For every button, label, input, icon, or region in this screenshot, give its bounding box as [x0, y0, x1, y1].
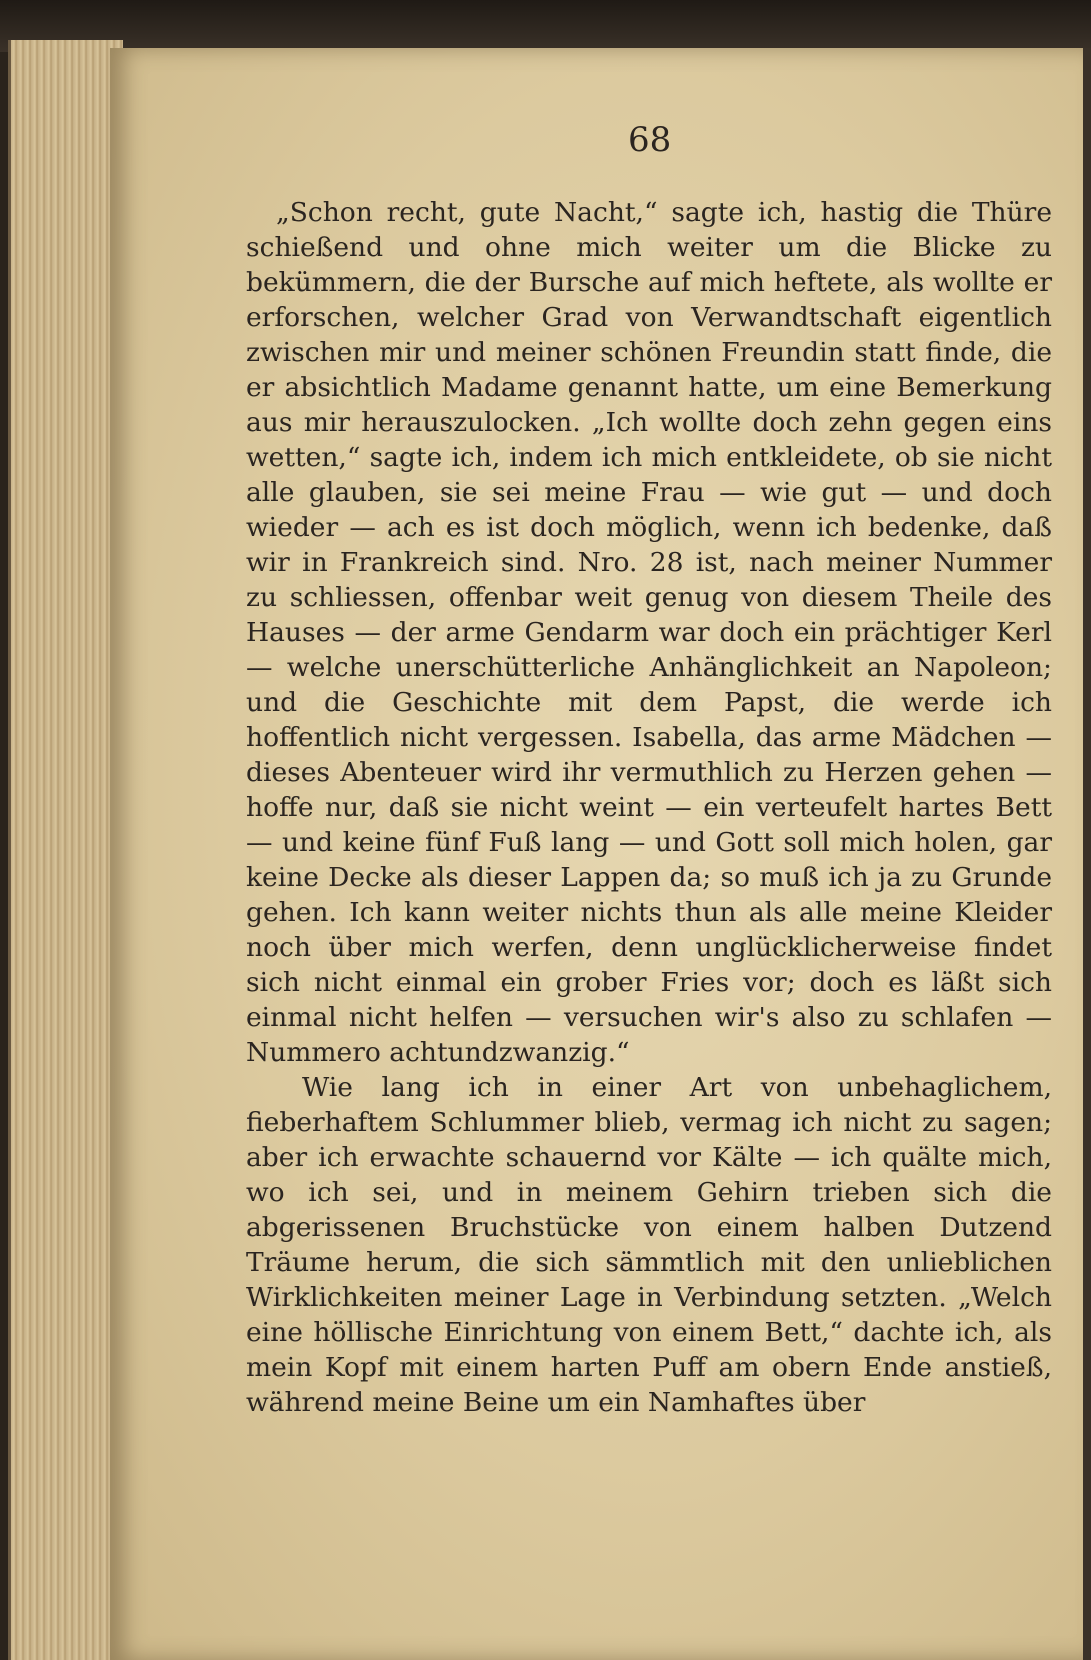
page-edges	[8, 40, 123, 1660]
page-text	[246, 195, 1052, 1420]
paragraph-2: Wie lang ich in einer Art von unbehaglichem, fieberhaftem Schlummer blieb, vermag ich nicht zu sagen; aber ich erwachte schauernd vor Kälte — ich quälte mich, wo ich sei, und in meinem Gehirn trieben sich die abgerissenen Bruchstücke von einem halben Dutzend Träume herum, die sich sämmtlich mit den unlieblichen Wirklichkeiten meiner Lage in Verbindung setzten. „Welch eine höllische Einrichtung von einem Bett,“ dachte ich, als mein Kopf mit einem harten Puff am obern Ende anstieß, während meine Beine um ein Namhaftes über	[246, 1072, 1052, 1418]
paragraph-1: „Schon recht, gute Nacht,“ sagte ich, hastig die Thüre schießend und ohne mich weiter um die Blicke zu bekümmern, die der Bursche auf mich heftete, als wollte er erforschen, welcher Grad von Verwandtschaft eigentlich zwischen mir und meiner schönen Freundin statt finde, die er absichtlich Madame genannt hatte, um eine Bemerkung aus mir herauszulocken. „Ich wollte doch zehn gegen eins wetten,“ sagte ich, indem ich mich entkleidete, ob sie nicht alle glauben, sie sei meine Frau — wie gut — und doch wieder — ach es ist doch möglich, wenn ich bedenke, daß wir in Frankreich sind. Nro. 28 ist, nach meiner Nummer zu schliessen, offenbar weit genug von diesem Theile des Hauses — der arme Gendarm war doch ein prächtiger Kerl — welche unerschütterliche Anhänglichkeit an Napoleon; und die Geschichte mit dem Papst, die werde ich hoffentlich nicht vergessen. Isabella, das arme Mädchen — dieses Abenteuer wird ihr vermuthlich zu Herzen gehen — hoffe nur, daß sie nicht weint — ein verteufelt hartes Bett — und keine fünf Fuß lang — und Gott soll mich holen, gar keine Decke als dieser Lappen da; so muß ich ja zu Grunde gehen. Ich kann weiter nichts thun als alle meine Kleider noch über mich werfen, denn unglücklicherweise findet sich nicht einmal ein grober Fries vor; doch es läßt sich einmal nicht helfen — versuchen wir's also zu schlafen — Nummero achtundzwanzig.“	[246, 197, 1052, 1068]
book-right-edge	[1083, 48, 1091, 1660]
page-number: 68	[628, 120, 672, 160]
book-cover-edge	[0, 0, 1091, 52]
